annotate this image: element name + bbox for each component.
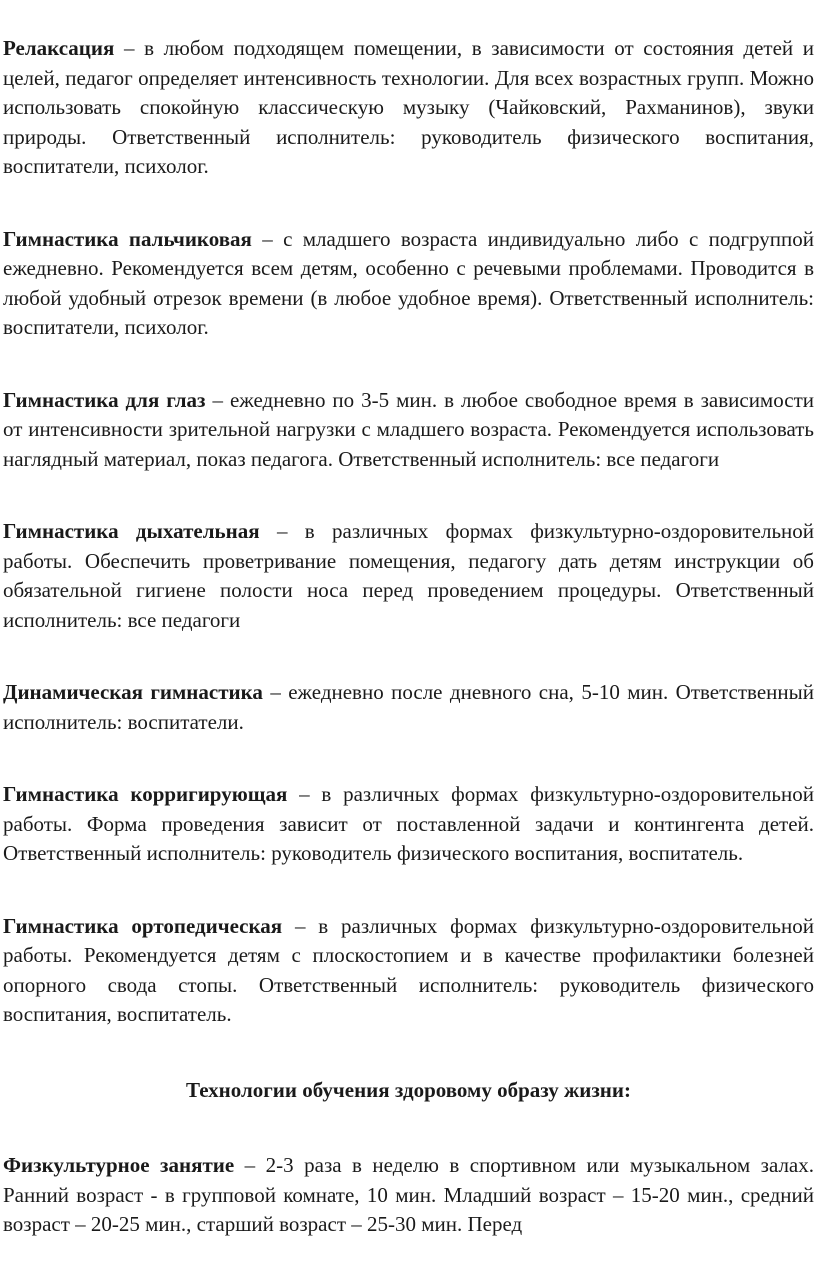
paragraph-eye-gymnastics <box>3 386 814 475</box>
text-dynamic-gymnastics: – ежедневно после дневного сна, 5-10 мин. Ответственный исполнитель: воспитатели. <box>3 680 814 734</box>
text-finger-gymnastics: – с младшего возраста индивидуально либо с подгруппой ежедневно. Рекомендуется всем детям, особенно с речевыми проблемами. Проводится в любой удобный отрезок времени (в любое удобное время). Ответственный исполнитель: воспитатели, психолог. <box>3 226 814 339</box>
text-physical-education-class: – 2-3 раза в неделю в спортивном или музыкальном залах. Ранний возраст - в групповой комнате, 10 мин. Младший возраст – 15-20 мин., средний возраст – 20-25 мин., старший возраст – 25-30 мин. Перед <box>3 1153 814 1236</box>
term-corrective-gymnastics: Гимнастика корригирующая <box>3 782 288 806</box>
section-heading: Технологии обучения здоровому образу жизни: <box>186 1077 631 1102</box>
term-physical-education-class: Физкультурное занятие <box>3 1153 235 1177</box>
paragraph-relaxation <box>3 34 814 182</box>
text-breathing-gymnastics: – в различных формах физкультурно-оздоровительной работы. Обеспечить проветривание помещения, педагогу дать детям инструкции об обязательной гигиене полости носа перед проведением процедуры. Ответственный исполнитель: все педагоги <box>3 519 815 632</box>
term-relaxation: Релаксация <box>3 36 115 60</box>
paragraph-physical-education-class <box>3 1151 814 1240</box>
term-dynamic-gymnastics: Динамическая гимнастика <box>3 680 263 704</box>
paragraph-corrective-gymnastics <box>3 780 814 869</box>
term-orthopedic-gymnastics: Гимнастика ортопедическая <box>3 913 283 938</box>
term-eye-gymnastics: Гимнастика для глаз <box>3 387 206 412</box>
term-finger-gymnastics: Гимнастика пальчиковая <box>3 226 252 251</box>
term-breathing-gymnastics: Гимнастика дыхательная <box>3 519 260 543</box>
paragraph-finger-gymnastics <box>3 225 814 343</box>
text-eye-gymnastics: – ежедневно по 3-5 мин. в любое свободное время в зависимости от интенсивности зрительной нагрузки с младшего возраста. Рекомендуется использовать наглядный материал, показ педагога. Ответственный исполнитель: все педагоги <box>3 387 814 471</box>
paragraph-breathing-gymnastics <box>3 517 814 635</box>
text-corrective-gymnastics: – в различных формах физкультурно-оздоровительной работы. Форма проведения зависит от поставленной задачи и контингента детей. Ответственный исполнитель: руководитель физического воспитания, воспитатель. <box>3 782 814 865</box>
paragraph-dynamic-gymnastics <box>3 678 814 737</box>
text-orthopedic-gymnastics: – в различных формах физкультурно-оздоровительной работы. Рекомендуется детям с плоскостопием и в качестве профилактики болезней опорного свода стопы. Ответственный исполнитель: руководитель физического воспитания, воспитатель. <box>3 913 814 1026</box>
paragraph-orthopedic-gymnastics <box>3 912 814 1030</box>
text-relaxation: – в любом подходящем помещении, в зависимости от состояния детей и целей, педагог определяет интенсивность технологии. Для всех возрастных групп. Можно использовать спокойную классическую музыку (Чайковский, Рахманинов), звуки природы. Ответственный исполнитель: руководитель физического воспитания, воспитатели, психолог. <box>3 36 814 178</box>
